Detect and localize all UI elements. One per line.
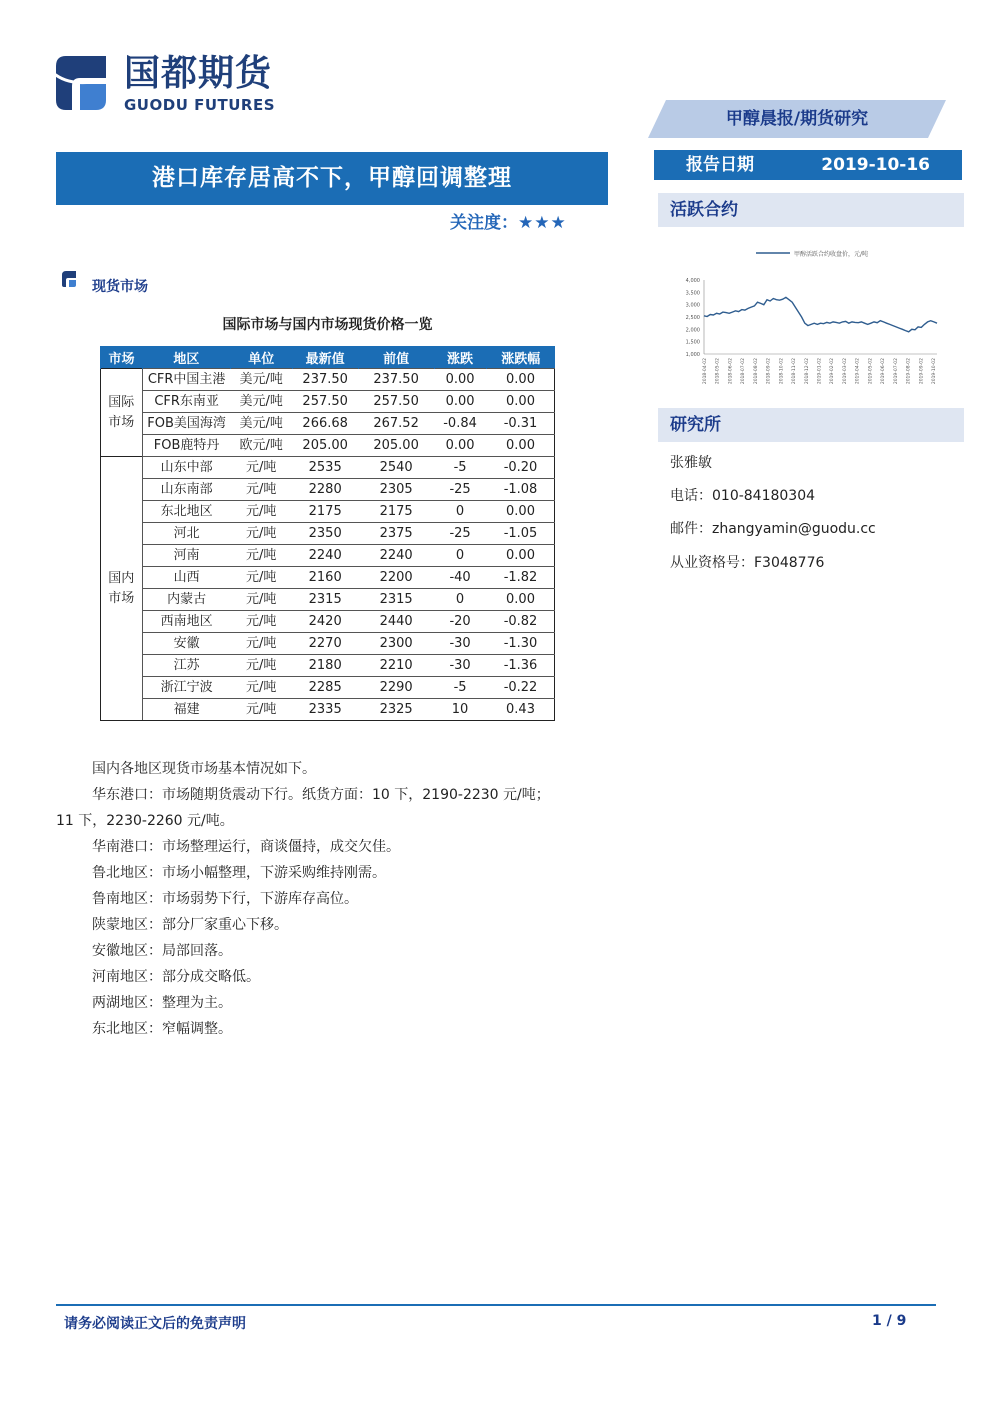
report-date-label: 报告日期	[686, 155, 754, 175]
table-cell: -1.30	[486, 633, 555, 655]
paragraph-east-port-cont: 11 下，2230-2260 元/吨。	[56, 813, 234, 829]
analyst-license: 从业资格号：F3048776	[670, 555, 825, 571]
table-cell: 266.68	[292, 413, 358, 435]
table-row	[101, 457, 556, 479]
column-header: 涨跌	[434, 346, 486, 369]
x-tick-label: 2018-08-02	[753, 358, 759, 385]
x-tick-label: 2019-02-02	[830, 358, 836, 385]
table-cell: 浙江宁波	[142, 677, 230, 699]
table-cell: -0.31	[486, 413, 555, 435]
table-cell: 2285	[292, 677, 358, 699]
column-header: 最新值	[292, 346, 358, 369]
column-header: 涨跌幅	[486, 346, 555, 369]
paragraph-lubei: 鲁北地区：市场小幅整理，下游采购维持刚需。	[92, 865, 386, 881]
table-cell: -30	[434, 655, 486, 677]
table-cell: 205.00	[292, 435, 358, 457]
table-cell: 2175	[292, 501, 358, 523]
paragraph-lunan: 鲁南地区：市场弱势下行，下游库存高位。	[92, 891, 358, 907]
table-cell: 2315	[358, 589, 434, 611]
y-tick-label: 1,500	[685, 339, 700, 346]
analyst-phone: 电话：010-84180304	[670, 488, 816, 504]
attention-rating	[450, 208, 567, 233]
price-series-line	[704, 297, 937, 332]
table-cell: 0.00	[434, 435, 486, 457]
x-tick-label: 2019-01-02	[817, 358, 823, 385]
column-header: 市场	[101, 346, 143, 369]
report-title: 港口库存居高不下，甲醇回调整理	[152, 165, 512, 191]
table-row	[101, 567, 556, 589]
report-date-value: 2019-10-16	[821, 155, 930, 175]
analyst-name: 张雅敏	[670, 455, 712, 471]
table-cell: 河南	[142, 545, 230, 567]
table-row	[101, 633, 556, 655]
table-cell: 山东中部	[142, 457, 230, 479]
table-cell: 西南地区	[142, 611, 230, 633]
table-cell: 2160	[292, 567, 358, 589]
table-cell: 0	[434, 589, 486, 611]
x-tick-label: 2018-09-02	[766, 358, 772, 385]
title-bar	[56, 152, 608, 204]
table-cell: 元/吨	[230, 567, 292, 589]
table-cell: 美元/吨	[230, 413, 292, 435]
spot-market-heading: 现货市场	[92, 279, 148, 295]
table-cell: 美元/吨	[230, 369, 292, 391]
table-cell: 2335	[292, 699, 358, 721]
table-cell: 0.00	[486, 435, 555, 457]
paragraph-intro: 国内各地区现货市场基本情况如下。	[92, 761, 316, 777]
table-cell: 2240	[358, 545, 434, 567]
paragraph-shaanmeng: 陕蒙地区：部分厂家重心下移。	[92, 917, 288, 933]
table-cell: -1.82	[486, 567, 555, 589]
research-heading	[658, 408, 964, 442]
table-cell: 2240	[292, 545, 358, 567]
table-row	[101, 435, 556, 457]
x-tick-label: 2019-07-02	[893, 358, 899, 385]
table-cell: 安徽	[142, 633, 230, 655]
table-cell: 0	[434, 501, 486, 523]
table-cell: 东北地区	[142, 501, 230, 523]
table-cell: -30	[434, 633, 486, 655]
table-cell: 2375	[358, 523, 434, 545]
x-tick-label: 2019-03-02	[842, 358, 848, 385]
x-tick-label: 2019-09-02	[919, 358, 925, 385]
table-cell: -1.08	[486, 479, 555, 501]
table-cell: 2535	[292, 457, 358, 479]
table-cell: 0.00	[486, 501, 555, 523]
paragraph-lianghu: 两湖地区：整理为主。	[92, 995, 232, 1011]
table-cell: 美元/吨	[230, 391, 292, 413]
table-cell: 2175	[358, 501, 434, 523]
table-cell: 元/吨	[230, 479, 292, 501]
table-cell: 0.00	[434, 391, 486, 413]
x-tick-label: 2019-05-02	[868, 358, 874, 385]
table-cell: -25	[434, 479, 486, 501]
table-row	[101, 413, 556, 435]
brand-name-cn: 国都期货	[124, 53, 273, 94]
logo-mark-icon	[50, 52, 112, 114]
table-cell: 10	[434, 699, 486, 721]
table-row	[101, 391, 556, 413]
column-header: 单位	[230, 346, 292, 369]
table-cell: 元/吨	[230, 589, 292, 611]
table-cell: 2290	[358, 677, 434, 699]
table-cell: 欧元/吨	[230, 435, 292, 457]
title-underline	[56, 204, 608, 205]
x-tick-label: 2019-06-02	[881, 358, 887, 385]
table-row	[101, 545, 556, 567]
paragraph-anhui: 安徽地区：局部回落。	[92, 943, 232, 959]
table-cell: 2280	[292, 479, 358, 501]
table-row	[101, 699, 556, 721]
paragraph-east-port: 华东港口：市场随期货震动下行。纸货方面：10 下，2190-2230 元/吨；	[92, 787, 550, 803]
domestic-market-label: 国内 市场	[101, 457, 143, 721]
x-tick-label: 2018-06-02	[728, 358, 734, 385]
table-cell: 257.50	[292, 391, 358, 413]
table-cell: FOB鹿特丹	[142, 435, 230, 457]
table-cell: 0.00	[486, 589, 555, 611]
table-cell: 237.50	[358, 369, 434, 391]
column-header: 前值	[358, 346, 434, 369]
table-cell: -1.36	[486, 655, 555, 677]
table-cell: CFR中国主港	[142, 369, 230, 391]
table-row	[101, 523, 556, 545]
paragraph-henan: 河南地区：部分成交略低。	[92, 969, 260, 985]
table-cell: 2270	[292, 633, 358, 655]
table-cell: 0.00	[486, 545, 555, 567]
table-cell: 2180	[292, 655, 358, 677]
x-tick-label: 2019-04-02	[855, 358, 861, 385]
table-cell: 2540	[358, 457, 434, 479]
x-tick-label: 2018-07-02	[741, 358, 747, 385]
table-cell: -25	[434, 523, 486, 545]
brand-logo	[50, 52, 300, 118]
attention-label: 关注度：	[450, 213, 518, 233]
star-rating-icon: ★★★	[518, 213, 567, 233]
y-tick-label: 4,000	[685, 278, 700, 284]
table-cell: CFR东南亚	[142, 391, 230, 413]
table-header-row	[101, 346, 556, 369]
table-cell: 2300	[358, 633, 434, 655]
table-cell: 2315	[292, 589, 358, 611]
price-chart	[672, 240, 952, 385]
y-tick-label: 1,000	[685, 352, 700, 358]
table-cell: 元/吨	[230, 633, 292, 655]
table-row	[101, 611, 556, 633]
table-cell: 0.00	[486, 369, 555, 391]
report-type-banner	[648, 100, 946, 138]
table-cell: -1.05	[486, 523, 555, 545]
table-row	[101, 479, 556, 501]
table-row	[101, 655, 556, 677]
table-cell: 267.52	[358, 413, 434, 435]
table-cell: 元/吨	[230, 699, 292, 721]
page-number: 1 / 9	[872, 1313, 907, 1329]
table-cell: 0.00	[486, 391, 555, 413]
x-tick-label: 2018-12-02	[804, 358, 810, 385]
spot-price-table	[100, 346, 555, 720]
table-cell: 元/吨	[230, 523, 292, 545]
table-cell: 257.50	[358, 391, 434, 413]
footer-divider	[56, 1304, 936, 1306]
table-row	[101, 677, 556, 699]
table-cell: 2200	[358, 567, 434, 589]
table-cell: 2325	[358, 699, 434, 721]
table-cell: 福建	[142, 699, 230, 721]
table-row	[101, 501, 556, 523]
x-tick-label: 2018-05-02	[715, 358, 721, 385]
table-cell: 237.50	[292, 369, 358, 391]
paragraph-south-port: 华南港口：市场整理运行，商谈僵持，成交欠佳。	[92, 839, 400, 855]
table-cell: FOB美国海湾	[142, 413, 230, 435]
legend-label: 甲醇活跃合约收盘价，元/吨	[794, 251, 869, 258]
table-row	[101, 589, 556, 611]
table-cell: 元/吨	[230, 457, 292, 479]
table-row	[101, 369, 556, 391]
table-cell: -0.84	[434, 413, 486, 435]
table-cell: -0.22	[486, 677, 555, 699]
y-tick-label: 3,000	[685, 302, 700, 309]
footer-disclaimer: 请务必阅读正文后的免责声明	[64, 1316, 246, 1332]
table-cell: 山西	[142, 567, 230, 589]
table-cell: 205.00	[358, 435, 434, 457]
table-cell: -5	[434, 677, 486, 699]
intl-market-label: 国际 市场	[101, 369, 143, 457]
table-cell: 元/吨	[230, 611, 292, 633]
analyst-email: 邮件：zhangyamin@guodu.cc	[670, 521, 876, 537]
table-cell: -0.82	[486, 611, 555, 633]
table-cell: 0.00	[434, 369, 486, 391]
table-cell: 江苏	[142, 655, 230, 677]
table-cell: -5	[434, 457, 486, 479]
table-cell: 元/吨	[230, 545, 292, 567]
report-date-bar	[654, 150, 962, 180]
table-cell: 2420	[292, 611, 358, 633]
x-tick-label: 2019-08-02	[906, 358, 912, 385]
table-cell: 0	[434, 545, 486, 567]
active-contract-heading	[658, 193, 964, 227]
y-tick-label: 2,000	[685, 327, 700, 334]
table-cell: -40	[434, 567, 486, 589]
table-cell: 元/吨	[230, 677, 292, 699]
table-cell: 0.43	[486, 699, 555, 721]
table-body	[101, 369, 556, 721]
table-cell: 元/吨	[230, 501, 292, 523]
section-bullet-icon	[60, 270, 78, 288]
table-cell: 元/吨	[230, 655, 292, 677]
table-cell: 2210	[358, 655, 434, 677]
report-type-label: 甲醇晨报/期货研究	[725, 109, 869, 129]
x-tick-label: 2019-10-02	[932, 358, 937, 385]
table-cell: -20	[434, 611, 486, 633]
x-tick-label: 2018-04-02	[703, 358, 708, 385]
y-tick-label: 3,500	[685, 290, 700, 297]
table-title: 国际市场与国内市场现货价格一览	[222, 317, 433, 333]
table-cell: -0.20	[486, 457, 555, 479]
brand-name-en: GUODU FUTURES	[124, 96, 276, 114]
active-contract-heading-text: 活跃合约	[670, 200, 738, 220]
table-cell: 内蒙古	[142, 589, 230, 611]
x-tick-label: 2018-11-02	[792, 358, 798, 385]
x-tick-label: 2018-10-02	[779, 358, 785, 385]
table-cell: 河北	[142, 523, 230, 545]
y-tick-label: 2,500	[685, 315, 700, 321]
column-header: 地区	[142, 346, 230, 369]
paragraph-northeast: 东北地区：窄幅调整。	[92, 1021, 232, 1037]
research-heading-text: 研究所	[670, 415, 721, 435]
table-cell: 2350	[292, 523, 358, 545]
table-cell: 2305	[358, 479, 434, 501]
table-cell: 山东南部	[142, 479, 230, 501]
table-cell: 2440	[358, 611, 434, 633]
